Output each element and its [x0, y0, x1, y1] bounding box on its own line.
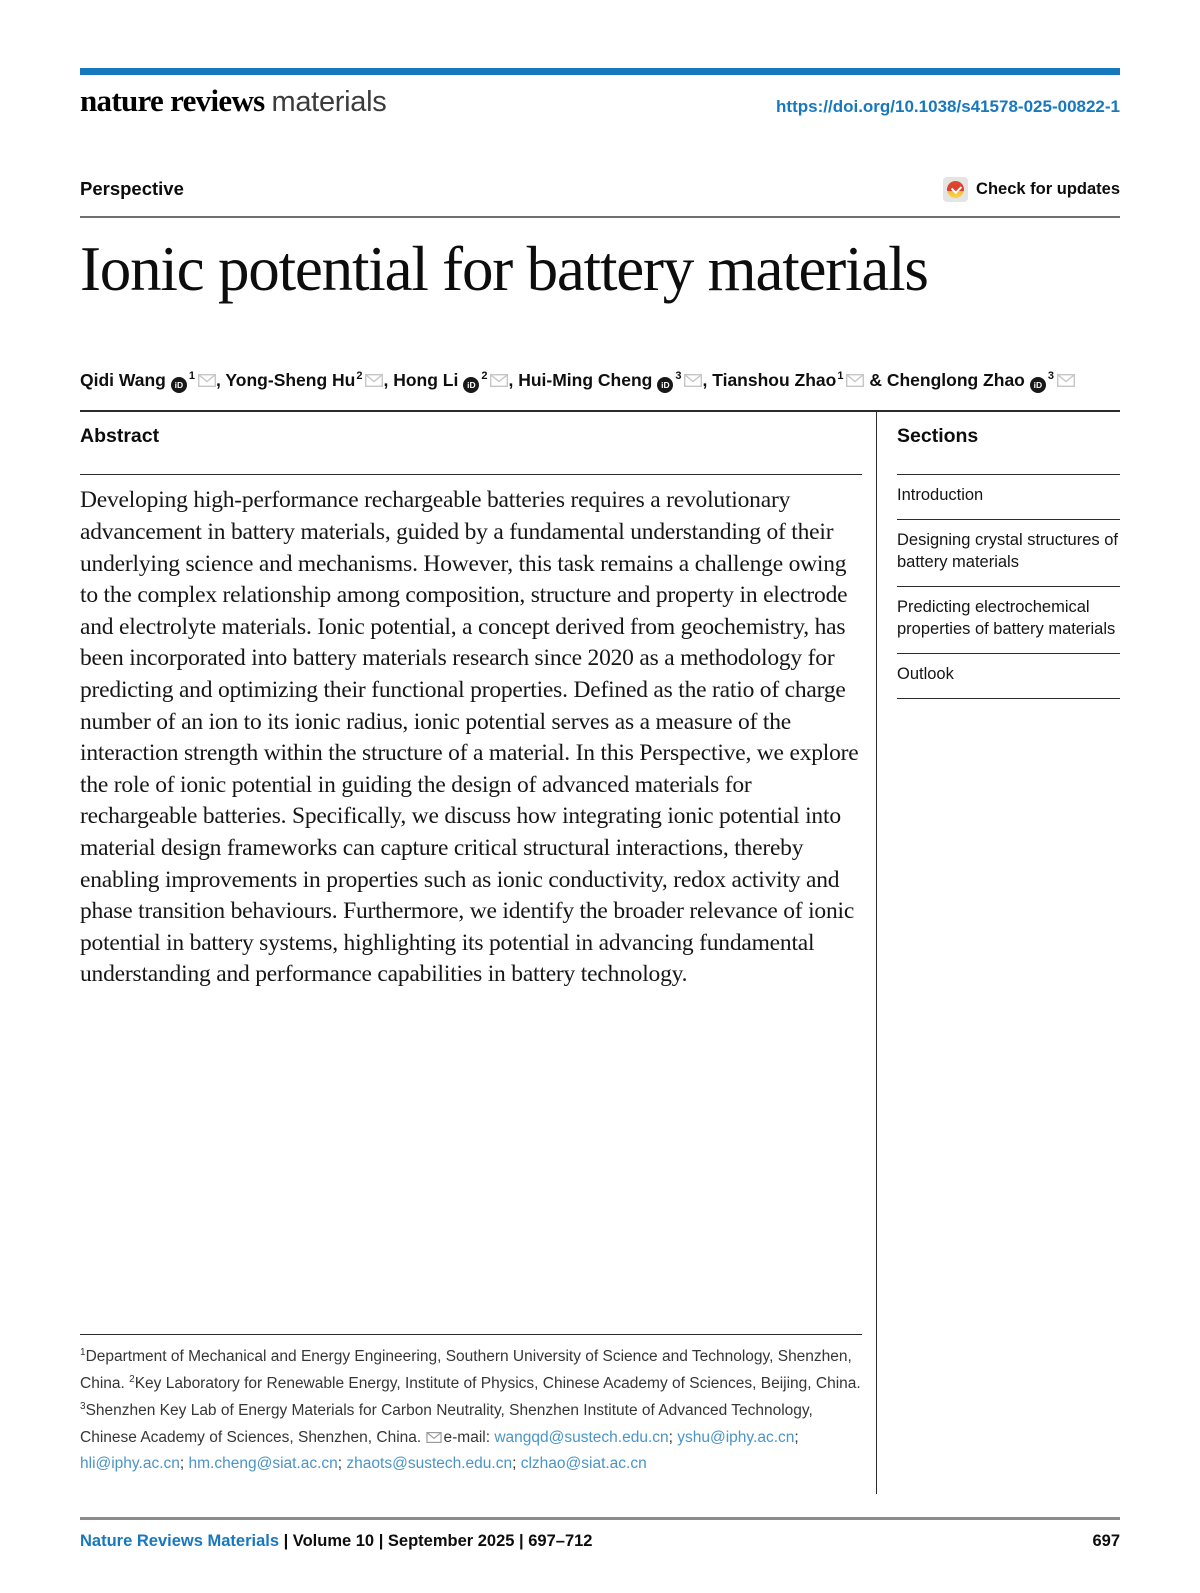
- article-type-row: [80, 175, 1120, 203]
- email-envelope-icon[interactable]: [487, 370, 508, 390]
- author-separator: ,: [216, 369, 226, 390]
- affiliation-sup: 2: [356, 369, 363, 382]
- page-title: Ionic potential for battery materials: [80, 234, 928, 304]
- email-link[interactable]: yshu@iphy.ac.cn: [677, 1428, 795, 1446]
- email-envelope-icon[interactable]: [195, 370, 216, 390]
- email-separator: ;: [337, 1455, 347, 1473]
- author-name: Chenglong Zhao: [886, 369, 1025, 390]
- abstract-column: [80, 412, 862, 1494]
- sidebar-item-designing-crystal-structures[interactable]: Designing crystal structures of battery materials: [897, 520, 1120, 587]
- author-separator: ,: [383, 369, 394, 390]
- sidebar-item-outlook[interactable]: Outlook: [897, 654, 1120, 699]
- email-envelope-icon[interactable]: [362, 370, 383, 390]
- affiliation-number: 3: [80, 1400, 86, 1412]
- email-label: e-mail:: [443, 1428, 495, 1446]
- author-separator: ,: [508, 369, 519, 390]
- abstract-heading: Abstract: [80, 424, 160, 447]
- author: [712, 370, 887, 390]
- email-envelope-icon[interactable]: [681, 370, 702, 390]
- author-name: Hong Li: [393, 369, 459, 390]
- sidebar-item-predicting-electrochemical-properties[interactable]: Predicting electrochemical properties of battery materials: [897, 587, 1120, 654]
- affiliation-sup: 3: [675, 369, 682, 382]
- journal-logo: [80, 85, 386, 117]
- affiliation-sup: 2: [481, 369, 488, 382]
- author-name: Hui-Ming Cheng: [518, 369, 653, 390]
- orcid-icon[interactable]: iD: [463, 377, 479, 393]
- affiliation-text: Key Laboratory for Renewable Energy, Institute of Physics, Chinese Academy of Sciences, Beijing, China.: [134, 1375, 861, 1393]
- email-separator: ;: [794, 1428, 799, 1446]
- author-separator: ,: [702, 369, 713, 390]
- sections-sidebar: [876, 412, 1120, 1494]
- email-link[interactable]: hm.cheng@siat.ac.cn: [188, 1455, 338, 1473]
- email-envelope-icon[interactable]: [843, 370, 864, 390]
- email-link[interactable]: wangqd@sustech.edu.cn: [494, 1428, 669, 1446]
- orcid-icon[interactable]: iD: [657, 377, 673, 393]
- footer-journal-link[interactable]: Nature Reviews Materials: [80, 1531, 280, 1550]
- email-separator: ;: [179, 1455, 189, 1473]
- affiliation-number: 2: [129, 1373, 135, 1385]
- affiliation-text: Department of Mechanical and Energy Engineering, Southern University of Science and Technology, Shenzhen, China.: [80, 1348, 852, 1393]
- journal-logo-light: materials: [271, 86, 387, 118]
- email-envelope-icon[interactable]: [1054, 370, 1075, 390]
- header-divider: [80, 216, 1120, 218]
- email-separator: ;: [668, 1428, 678, 1446]
- check-for-updates-button[interactable]: [943, 177, 1120, 202]
- affiliation-sup: 1: [188, 369, 195, 382]
- sidebar-item-introduction[interactable]: Introduction: [897, 475, 1120, 520]
- author: [80, 370, 225, 390]
- author-list: [80, 367, 1120, 393]
- email-link[interactable]: zhaots@sustech.edu.cn: [346, 1455, 513, 1473]
- email-link[interactable]: clzhao@siat.ac.cn: [520, 1455, 647, 1473]
- author: [518, 370, 712, 390]
- author-name: Tianshou Zhao: [712, 369, 837, 390]
- crossmark-icon: [943, 177, 968, 202]
- email-link[interactable]: hli@iphy.ac.cn: [80, 1455, 180, 1473]
- doi-link[interactable]: https://doi.org/10.1038/s41578-025-00822-1: [776, 97, 1120, 116]
- author-name: Qidi Wang: [80, 369, 166, 390]
- abstract-heading-rule: [80, 474, 862, 476]
- page-number: 697: [1092, 1531, 1120, 1550]
- affiliation-sup: 1: [837, 369, 844, 382]
- page-footer: [80, 1517, 1120, 1551]
- sections-heading: Sections: [897, 424, 979, 447]
- abstract-text: Developing high-performance rechargeable batteries requires a revolutionary advancement in battery materials, guided by a fundamental understanding of their underlying science and mechanisms. However, this task remains a challenge owing to the complex relationship among composition, structure and property in electrode and electrolyte materials. Ionic potential, a concept derived from geochemistry, has been incorporated into battery materials research since 2020 as a methodology for predicting and optimizing their functional properties. Defined as the ratio of charge number of an ion to its ionic radius, ionic potential serves as a measure of the interaction strength within the structure of a material. In this Perspective, we explore the role of ionic potential in guiding the design of advanced materials for rechargeable batteries. Specifically, we discuss how integrating ionic potential into material design frameworks can capture critical structural interactions, thereby enabling improvements in properties such as ionic conductivity, redox activity and phase transition behaviours. Furthermore, we identify the broader relevance of ionic potential in battery systems, highlighting its potential in advancing fundamental understanding and performance capabilities in battery technology.: [80, 487, 859, 988]
- masthead: [80, 83, 1120, 117]
- email-separator: ;: [512, 1455, 521, 1473]
- affiliation-text: Shenzhen Key Lab of Energy Materials for Carbon Neutrality, Shenzhen Institute of Advanced Technology, Chinese Academy of Sciences, Shenzhen, China.: [80, 1401, 813, 1446]
- author-separator: &: [864, 369, 887, 390]
- orcid-icon[interactable]: iD: [1030, 377, 1046, 393]
- brand-top-bar: [80, 68, 1120, 75]
- orcid-icon[interactable]: iD: [171, 377, 187, 393]
- journal-logo-bold: nature reviews: [80, 83, 265, 118]
- affiliation-number: 1: [80, 1347, 86, 1359]
- affiliation-sup: 3: [1047, 369, 1054, 382]
- author-name: Yong-Sheng Hu: [225, 369, 356, 390]
- footer-volume-info: | Volume 10 | September 2025 | 697–712: [279, 1531, 593, 1550]
- author: [225, 370, 393, 390]
- content-columns: [80, 412, 1120, 1494]
- footer-citation: [80, 1532, 592, 1551]
- check-for-updates-label: Check for updates: [976, 179, 1120, 198]
- affiliations-footnote: [80, 1334, 862, 1494]
- author: [887, 370, 1075, 390]
- author: [393, 370, 518, 390]
- email-envelope-icon: [426, 1432, 442, 1443]
- article-type-label: Perspective: [80, 178, 184, 199]
